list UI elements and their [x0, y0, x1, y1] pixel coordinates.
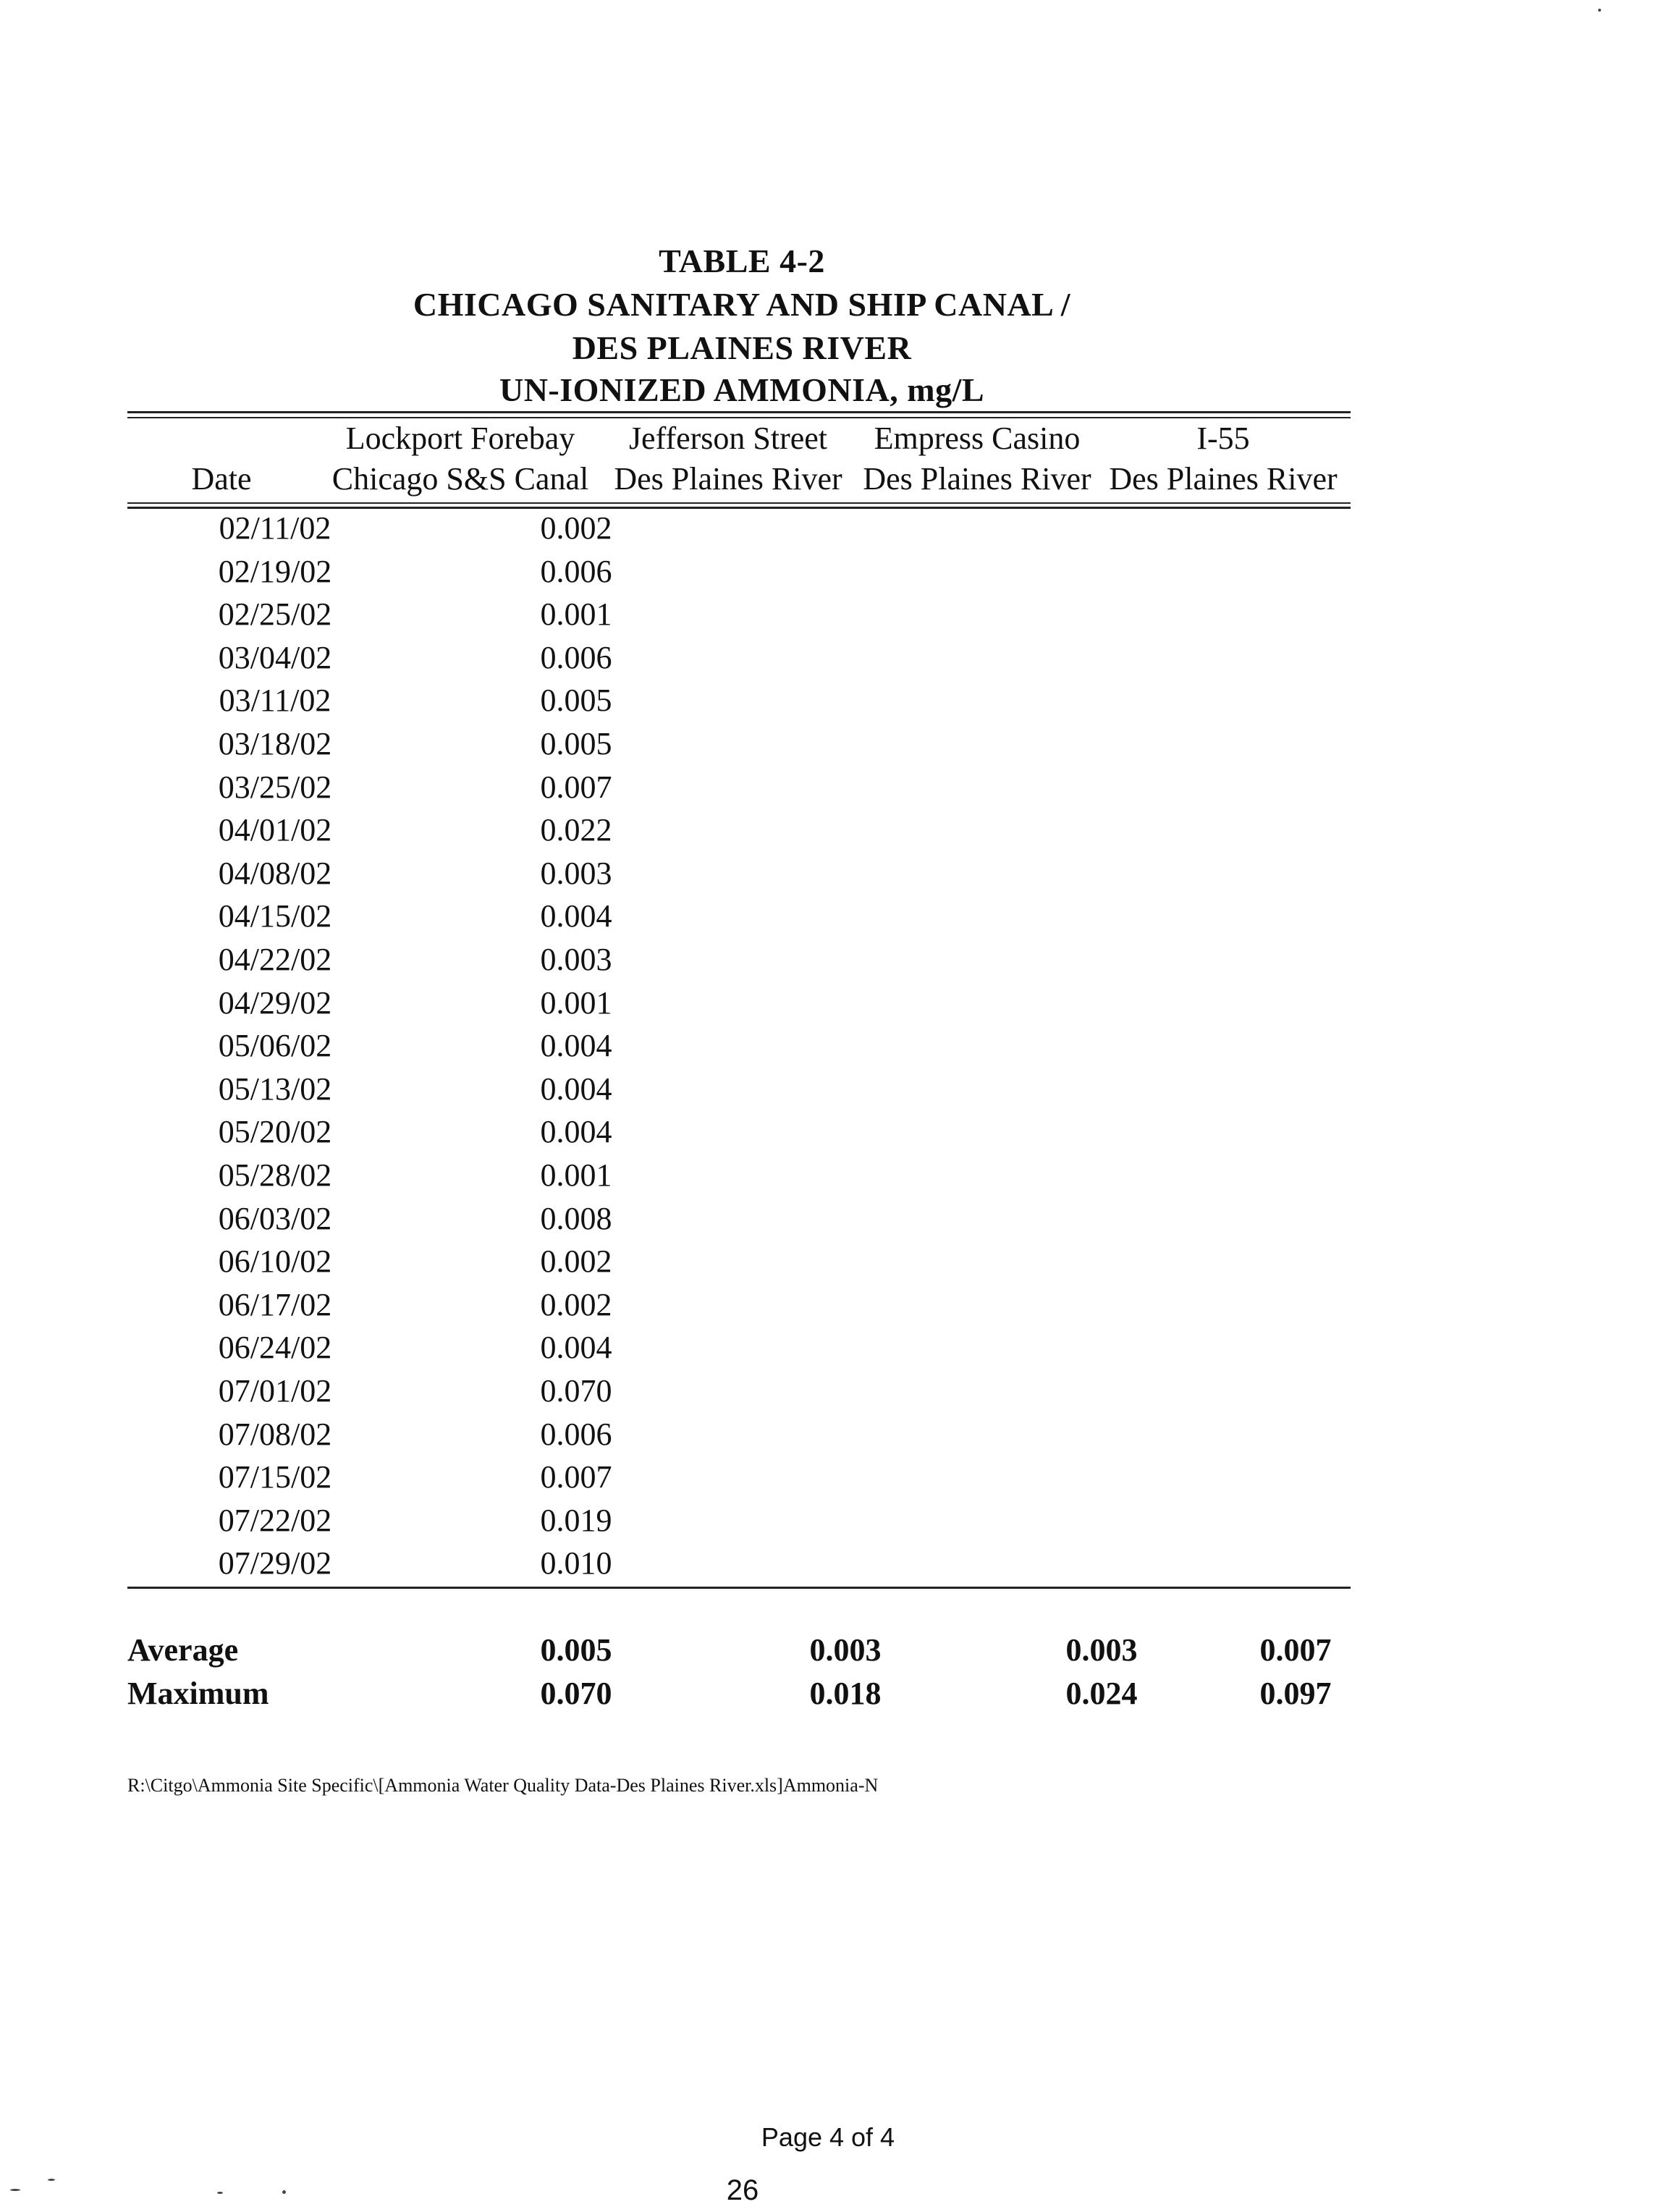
row-date: 06/24/02: [218, 1330, 332, 1366]
row-value-lockport: 0.001: [540, 984, 612, 1021]
row-value-lockport: 0.008: [540, 1200, 612, 1236]
table-row: [127, 1027, 1351, 1071]
summary-row-average: [127, 1631, 1351, 1675]
row-date: 05/28/02: [218, 1157, 332, 1193]
row-date: 06/03/02: [218, 1200, 332, 1236]
row-date: 05/20/02: [218, 1114, 332, 1150]
table-row: [127, 984, 1351, 1028]
table-row: [127, 1200, 1351, 1244]
row-value-lockport: 0.005: [540, 683, 612, 719]
row-value-lockport: 0.005: [540, 726, 612, 761]
row-value-lockport: 0.003: [540, 942, 612, 977]
table-row: [127, 1243, 1351, 1286]
table-row: [127, 682, 1351, 725]
row-date: 03/11/02: [219, 683, 331, 719]
table-row: [127, 1416, 1351, 1459]
table-number: TABLE 4-2: [659, 242, 825, 279]
bates-stamp: 26: [726, 2174, 759, 2206]
table-row: [127, 553, 1351, 596]
column-header-lockport-line2: Chicago S&S Canal: [331, 461, 589, 497]
row-value-lockport: 0.010: [540, 1545, 612, 1582]
row-value-lockport: 0.002: [540, 1244, 612, 1280]
table-row: [127, 1329, 1351, 1372]
summary-label: Average: [127, 1632, 239, 1668]
row-date: 06/10/02: [218, 1244, 332, 1280]
column-header-lockport-line1: Lockport Forebay: [345, 421, 575, 456]
header-bottom-rule-inner: [127, 507, 1351, 509]
table-row: [127, 898, 1351, 941]
row-value-lockport: 0.007: [540, 769, 612, 805]
row-date: 07/15/02: [218, 1459, 332, 1495]
table-title-units: UN-IONIZED AMMONIA, mg/L: [499, 371, 985, 408]
row-date: 03/04/02: [218, 639, 332, 675]
row-value-lockport: 0.006: [540, 639, 612, 675]
table-row: [127, 855, 1351, 898]
column-header-empress-line1: Empress Casino: [874, 421, 1081, 456]
row-value-lockport: 0.006: [540, 553, 612, 589]
table-row: [127, 1113, 1351, 1157]
table-row: [127, 596, 1351, 639]
table-row: [127, 1372, 1351, 1416]
header-top-rule-inner: [127, 417, 1351, 418]
column-header-jefferson-line2: Des Plaines River: [614, 461, 842, 497]
row-value-lockport: 0.004: [540, 1028, 612, 1064]
summary-value-empress: 0.003: [1065, 1632, 1138, 1668]
table-row: [127, 1071, 1351, 1114]
header-top-rule: [127, 411, 1351, 413]
row-date: 04/08/02: [218, 855, 332, 891]
row-date: 03/18/02: [218, 726, 332, 761]
column-header-jefferson-line1: Jefferson Street: [628, 421, 828, 456]
summary-value-jefferson: 0.018: [809, 1676, 882, 1711]
column-header-date: Date: [191, 461, 252, 497]
row-date: 05/06/02: [218, 1028, 332, 1064]
row-date: 07/29/02: [218, 1545, 332, 1582]
header-bottom-rule: [127, 502, 1351, 504]
scan-speck: [282, 2190, 286, 2194]
summary-value-lockport: 0.005: [540, 1632, 612, 1668]
table-row: [127, 941, 1351, 984]
table-row: [127, 769, 1351, 812]
row-value-lockport: 0.004: [540, 1071, 612, 1107]
table-title-line-1: CHICAGO SANITARY AND SHIP CANAL /: [413, 286, 1071, 323]
row-date: 02/25/02: [218, 596, 332, 633]
table-row: [127, 510, 1351, 553]
row-date: 06/17/02: [218, 1286, 332, 1322]
summary-value-lockport: 0.070: [540, 1676, 612, 1711]
row-value-lockport: 0.070: [540, 1373, 612, 1409]
row-value-lockport: 0.002: [540, 1286, 612, 1322]
row-value-lockport: 0.004: [540, 898, 612, 934]
table-row: [127, 725, 1351, 769]
summary-row-maximum: [127, 1675, 1351, 1718]
scan-speck: [10, 2189, 20, 2191]
row-date: 03/25/02: [218, 769, 332, 805]
table-row: [127, 639, 1351, 683]
summary-label: Maximum: [127, 1676, 269, 1711]
row-value-lockport: 0.002: [540, 510, 612, 546]
row-value-lockport: 0.007: [540, 1459, 612, 1495]
table-row: [127, 1157, 1351, 1200]
row-date: 07/22/02: [218, 1502, 332, 1538]
row-date: 04/29/02: [218, 984, 332, 1021]
row-value-lockport: 0.001: [540, 1157, 612, 1193]
data-bottom-rule: [127, 1587, 1351, 1589]
page-number: Page 4 of 4: [761, 2122, 895, 2152]
row-date: 04/22/02: [218, 942, 332, 977]
scan-speck: [1598, 9, 1601, 12]
row-value-lockport: 0.022: [540, 812, 612, 848]
row-value-lockport: 0.001: [540, 596, 612, 633]
table-row: [127, 811, 1351, 855]
summary-value-empress: 0.024: [1065, 1676, 1138, 1711]
table-row: [127, 1545, 1351, 1588]
summary-value-i55: 0.097: [1259, 1676, 1332, 1711]
column-header-i55-line1: I-55: [1196, 421, 1250, 456]
row-value-lockport: 0.004: [540, 1114, 612, 1150]
table-title-line-2: DES PLAINES RIVER: [572, 329, 912, 366]
row-date: 02/19/02: [218, 553, 332, 589]
scan-speck: [48, 2179, 55, 2181]
column-header-empress-line2: Des Plaines River: [863, 461, 1091, 497]
summary-value-jefferson: 0.003: [809, 1632, 882, 1668]
row-value-lockport: 0.004: [540, 1330, 612, 1366]
table-row: [127, 1459, 1351, 1502]
table-row: [127, 1502, 1351, 1545]
row-date: 02/11/02: [219, 510, 331, 546]
row-date: 07/01/02: [218, 1373, 332, 1409]
scan-speck: [217, 2192, 223, 2194]
row-date: 04/01/02: [218, 812, 332, 848]
source-file-path: R:\Citgo\Ammonia Site Specific\[Ammonia Water Quality Data-Des Plaines River.xls]Ammonia-N: [127, 1775, 879, 1796]
row-value-lockport: 0.019: [540, 1502, 612, 1538]
row-date: 07/08/02: [218, 1416, 332, 1452]
column-header-i55-line2: Des Plaines River: [1109, 461, 1338, 497]
row-date: 05/13/02: [218, 1071, 332, 1107]
summary-value-i55: 0.007: [1259, 1632, 1332, 1668]
row-value-lockport: 0.003: [540, 855, 612, 891]
table-row: [127, 1286, 1351, 1330]
row-value-lockport: 0.006: [540, 1416, 612, 1452]
row-date: 04/15/02: [218, 898, 332, 934]
